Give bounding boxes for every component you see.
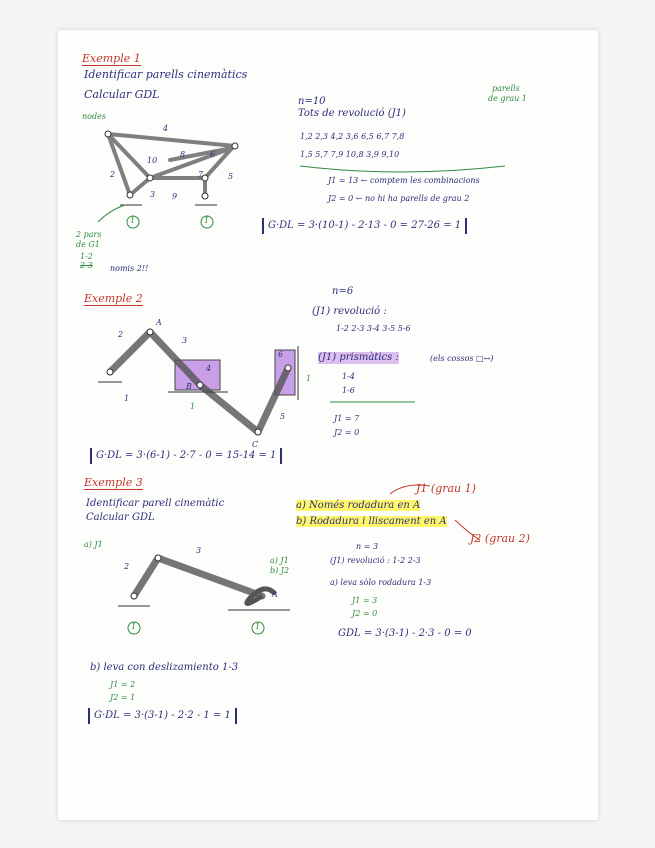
ex3-a-gdl: GDL = 3·(3-1) - 2·3 - 0 = 0 [338,628,472,639]
ex3-rev: (J1) revolució : 1-2 2-3 [330,556,421,565]
ex3-title: Exemple 3 [84,476,143,489]
ex2-rev: (J1) revolució : [312,306,387,317]
ex1-link-label: 9 [172,192,178,201]
ex2-label: 1 [124,394,130,403]
ex3-b-j1: J1 = 2 [110,680,136,689]
ex1-pair-item: 1-2 [80,252,93,261]
ex1-n: n=10 [298,96,326,107]
ex3-a-j2: J2 = 0 [352,609,378,618]
ex2-label: 3 [182,336,188,345]
ex3-b-j2: J2 = 1 [110,693,136,702]
ex1-link-label: 3 [150,190,156,199]
ex3-label: 2 [124,562,130,571]
ex2-pris-pair: 1-4 [342,372,355,381]
ex1-link-label: 5 [228,172,234,181]
ex2-label: 4 [206,364,212,373]
ex3-label: 1 [131,622,137,631]
ex3-left-a: a) J1 [84,540,103,549]
ex3-label: 3 [196,546,202,555]
ex1-title: Exemple 1 [82,52,141,65]
ex2-j2: J2 = 0 [334,428,360,437]
ex2-pris-pair: 1-6 [342,386,355,395]
ex3-a-text: a) Només rodadura en A [296,500,421,511]
ex3-n: n = 3 [356,542,379,551]
ex3-right-b: b) J2 [270,566,290,575]
ex1-nodes-label: nodes [82,112,106,121]
ex1-link-label: 10 [147,156,158,165]
ex3-j1-grau: J1 (grau 1) [416,482,476,495]
ex2-label: 5 [280,412,286,421]
ex1-link-label: 7 [198,170,204,179]
ex3-b-gdl: G·DL = 3·(3-1) - 2·2 - 1 = 1 [88,708,237,724]
ex1-gdl: G·DL = 3·(10-1) - 2·13 - 0 = 27-26 = 1 [262,218,467,234]
ex2-label: B [186,382,192,391]
ex2-pris-note: (els cossos □↔) [430,354,494,363]
ex2-j1: J1 = 7 [334,414,360,423]
ex3-right-a: a) J1 [270,556,289,565]
ex1-grau-note: de grau 1 [488,94,527,103]
ex3-b-leva: b) leva con deslizamiento 1-3 [90,662,239,673]
ex3-line2: Calcular GDL [86,512,155,523]
ex3-b-text: b) Rodadura i lliscament en A [296,516,447,527]
ex1-line1: Identificar parells cinemàtics [84,68,248,81]
ex1-pairs-note: de G1 [76,240,100,249]
ex1-link-label: 1 [130,216,136,225]
ex1-link-label: 1 [204,216,210,225]
ex3-line1: Identificar parell cinemàtic [86,498,225,509]
ex2-label: 2 [118,330,124,339]
ex1-pairs-row1: 1,2 2,3 4,2 3,6 6,5 6,7 7,8 [300,132,405,141]
ex2-label: 6 [278,350,284,359]
ex2-title: Exemple 2 [84,292,143,305]
ex3-label: A [272,590,278,599]
ex2-rev-pairs: 1-2 2-3 3-4 3-5 5-6 [336,324,411,333]
ex1-pairs-note: 2 pars [76,230,102,239]
ex1-j2: J2 = 0 ← no hi ha parells de grau 2 [328,194,470,203]
ex1-pairs-row2: 1,5 5,7 7,9 10,8 3,9 9,10 [300,150,400,159]
ex1-j1: J1 = 13 ← comptem les combinacions [328,176,480,185]
ex2-label: 1 [306,374,312,383]
ex3-label: 1 [255,622,261,631]
ex1-pair-item: 2-3 [80,261,93,270]
ex1-line2: Calcular GDL [84,88,160,101]
ex1-link-label: 4 [163,124,169,133]
ex2-label: 1 [190,402,196,411]
ex3-a-j1: J1 = 3 [352,596,378,605]
ex1-link-label: 2 [110,170,116,179]
ex1-pairs-warn: nomis 2!! [110,264,149,273]
ex1-link-label: 8 [180,150,186,159]
ex3-a-leva: a) leva sòlo rodadura 1-3 [330,578,432,587]
ex2-label: A [156,318,162,327]
ex1-link-label: 6 [210,150,216,159]
ex2-n: n=6 [332,286,354,297]
ex2-label: C [252,440,259,449]
ex2-pris: (J1) prismàtics : [318,352,399,363]
ex3-j2-grau: J2 (grau 2) [470,532,530,545]
ex1-grau-note: parells [492,84,520,93]
ex2-gdl: G·DL = 3·(6-1) - 2·7 - 0 = 15-14 = 1 [90,448,282,464]
ex1-tots: Tots de revolució (J1) [298,108,406,119]
